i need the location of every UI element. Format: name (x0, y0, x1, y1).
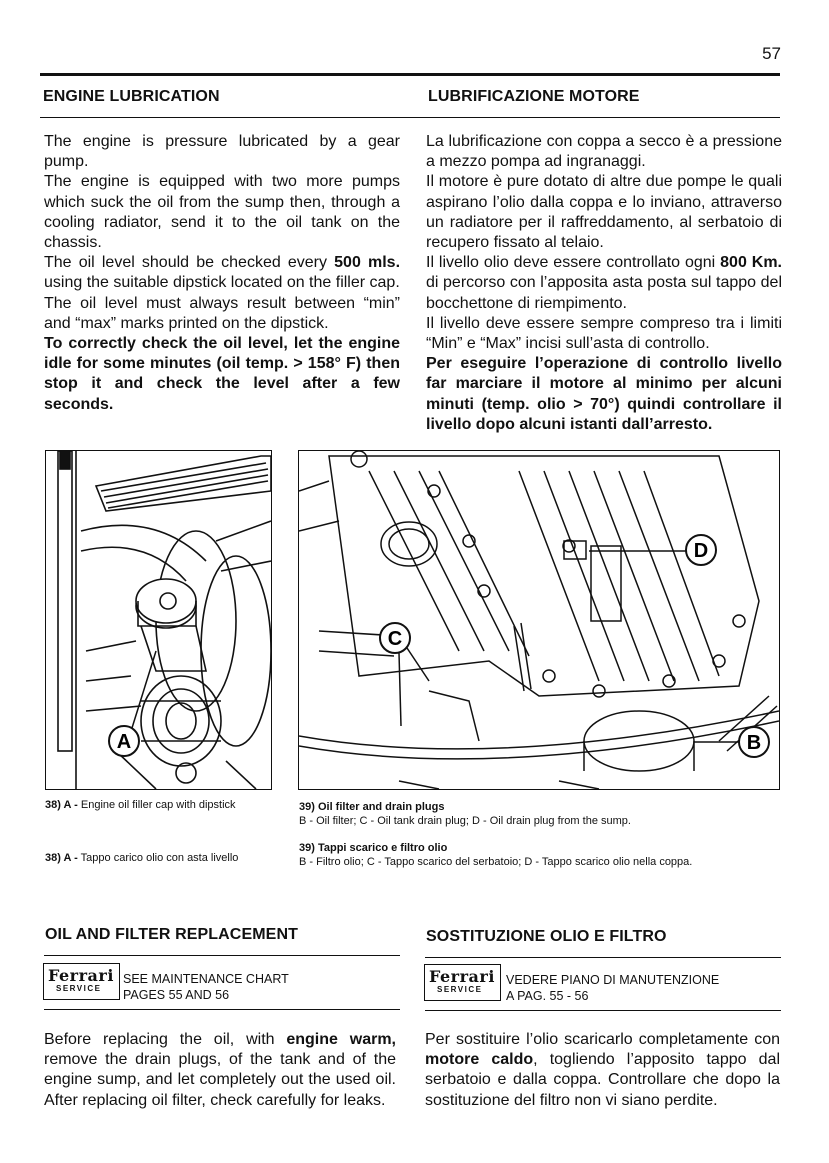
engine-drawing (46, 451, 271, 789)
service-note-it: VEDERE PIANO DI MANUTENZIONE A PAG. 55 - 56 (506, 973, 720, 1003)
figure-39-oil-sump-illustration (298, 450, 780, 790)
service-logo-text: SERVICE (437, 985, 483, 994)
label-c-marker (380, 623, 410, 726)
service-note-en: SEE MAINTENANCE CHART PAGES 55 AND 56 (123, 972, 289, 1002)
top-rule (40, 73, 780, 76)
caption-38-it: 38) A - Tappo carico olio con asta livello (45, 852, 239, 864)
label-d: D (693, 540, 709, 562)
ferrari-logo-text: Ferrari (48, 966, 114, 985)
heading-engine-lubrication: ENGINE LUBRICATION (43, 88, 220, 105)
label-a: A (116, 731, 132, 753)
ferrari-service-logo (424, 964, 501, 1001)
service-rule-it-top (425, 957, 781, 958)
paragraph: La lubrificazione con coppa a secco è a pressione a mezzo pompa ad ingranaggi. (426, 133, 782, 171)
heading-lubrificazione-motore: LUBRIFICAZIONE MOTORE (428, 88, 640, 105)
service-rule-en-bottom (44, 1009, 400, 1010)
caption-39-en-title: 39) Oil filter and drain plugs (299, 801, 445, 813)
paragraph: Before replacing the oil, with engine warm, remove the drain plugs, of the tank and of the engine sump, and let completely out the used oil. After replacing oil filter, check carefully for leaks. (44, 1031, 396, 1109)
paragraph: Il motore è pure dotato di altre due pompe le quali aspirano l’olio dalla coppa e lo inviano, attraverso un radiatore per il raffreddamento, al serbatoio di recupero fissato al telaio. (426, 173, 782, 252)
label-b-marker (694, 727, 769, 757)
caption-39-it-title: 39) Tappi scarico e filtro olio (299, 842, 448, 854)
service-rule-en-top (44, 955, 400, 956)
replacement-text-it (425, 1030, 780, 1111)
paragraph: The engine is equipped with two more pumps which suck the oil from the sump then, through a cooling radiator, send it to the oil tank on the chassis. (44, 173, 400, 252)
paragraph-bold: Per eseguire l’operazione di controllo livello far marciare il motore al minimo per alcuni minuti (temp. olio > 70°) quindi controllare il livello dopo alcuni istanti dall’arresto. (426, 355, 782, 433)
paragraph: The oil level must always result between “min” and “max” marks printed on the dipstick. (44, 294, 400, 332)
caption-39-en (299, 801, 769, 828)
figure-38-engine-illustration (45, 450, 272, 790)
paragraph-bold: To correctly check the oil level, let the engine idle for some minutes (oil temp. > 158° F) then stop it and check the level after a few seconds. (44, 335, 400, 413)
heading-rule (40, 117, 780, 118)
paragraph: The engine is pressure lubricated by a gear pump. (44, 133, 400, 171)
label-c: C (387, 628, 403, 650)
ferrari-service-logo (43, 963, 120, 1000)
caption-39-it (299, 842, 769, 869)
service-logo-text: SERVICE (56, 984, 102, 993)
ferrari-logo-text: Ferrari (429, 967, 495, 986)
caption-39-en-text: B - Oil filter; C - Oil tank drain plug; D - Oil drain plug from the sump. (299, 814, 631, 827)
lubrication-text-en (44, 132, 400, 415)
page-number: 57 (762, 44, 781, 63)
heading-sostituzione-olio: SOSTITUZIONE OLIO E FILTRO (426, 928, 667, 945)
label-b: B (746, 732, 762, 754)
caption-39-it-text: B - Filtro olio; C - Tappo scarico del serbatoio; D - Tappo scarico olio nella coppa. (299, 855, 693, 868)
service-rule-it-bottom (425, 1010, 781, 1011)
paragraph: Per sostituire l’olio scaricarlo completamente con motore caldo, togliendo l’apposito tappo dal serbatoio e dalla coppa. Controllare che dopo la sostituzione del filtro non vi siano perdite. (425, 1031, 780, 1109)
replacement-text-en (44, 1030, 396, 1111)
caption-38-en: 38) A - Engine oil filler cap with dipstick (45, 799, 236, 811)
sump-drawing (299, 451, 779, 789)
paragraph: Il livello deve essere sempre compreso tra i limiti “Min” e “Max” incisi sull’asta di controllo. (426, 314, 782, 353)
heading-oil-filter-replacement: OIL AND FILTER REPLACEMENT (45, 926, 298, 943)
paragraph: The oil level should be checked every 500 mls. using the suitable dipstick located on the filler cap. (44, 254, 401, 292)
lubrication-text-it (426, 132, 782, 435)
paragraph: Il livello olio deve essere controllato ogni 800 Km. di percorso con l’apposita asta posta sul tappo del bocchettone di riempimento. (426, 254, 782, 312)
